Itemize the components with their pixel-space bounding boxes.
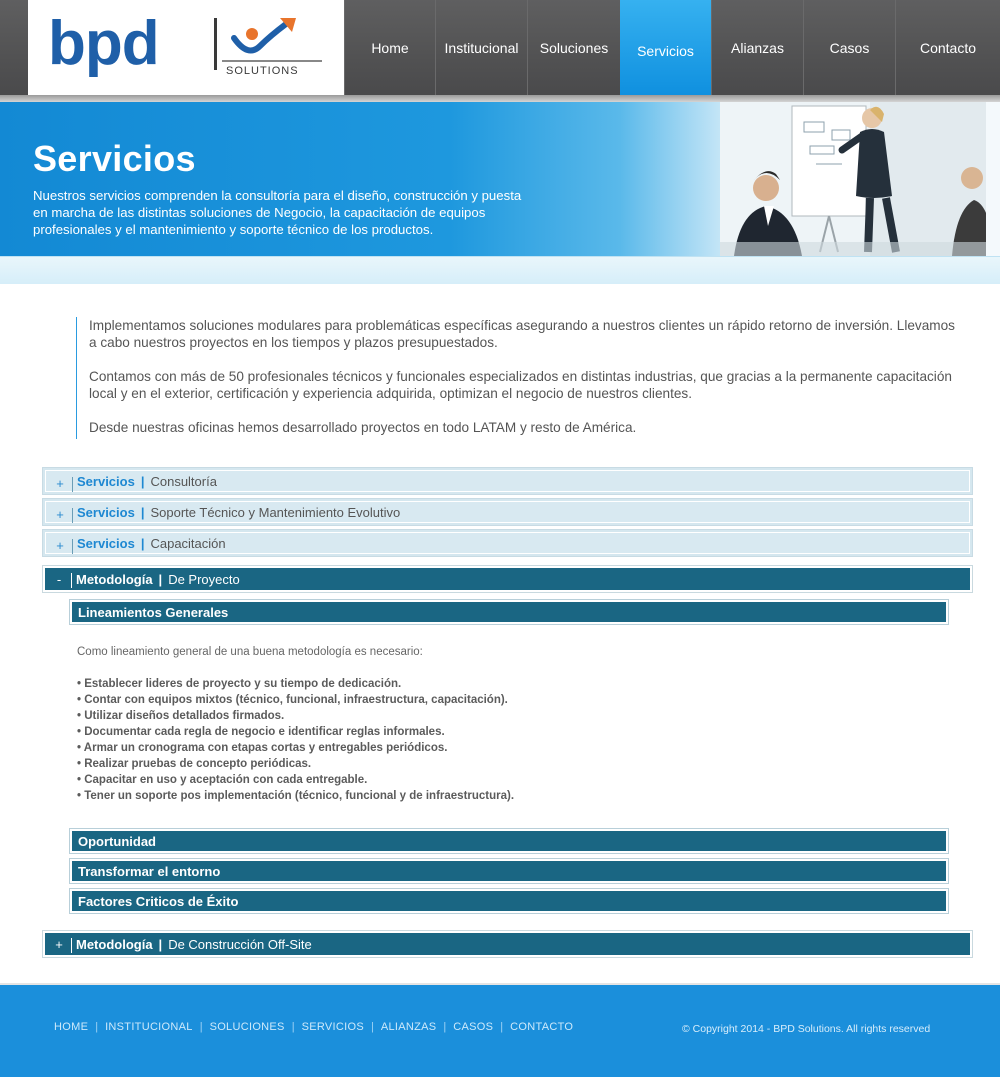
accordion-header xyxy=(45,933,970,955)
intro-paragraph: Implementamos soluciones modulares para problemáticas específicas asegurando a nuestros clientes un rápido retorno de inversión. Llevamos a cabo nuestros proyectos en los tiempos y plazos presupuestados. xyxy=(89,318,955,350)
section-title: Lineamientos Generales xyxy=(72,602,946,622)
footer-separator: | xyxy=(199,1021,203,1033)
accordion-bar: | xyxy=(158,936,163,952)
accordion-servicios-soporte[interactable] xyxy=(42,498,973,526)
page-title: Servicios xyxy=(33,138,196,179)
footer-link-home[interactable]: HOME xyxy=(54,1021,89,1033)
footer-link-casos[interactable]: CASOS xyxy=(453,1021,494,1033)
business-meeting-image xyxy=(720,102,986,256)
intro-paragraph: Desde nuestras oficinas hemos desarrollado proyectos en todo LATAM y resto de América. xyxy=(89,420,637,435)
section-oportunidad[interactable] xyxy=(69,828,949,854)
list-item: • Tener un soporte pos implementación (técnico, funcional y de infraestructura). xyxy=(77,790,515,802)
footer-separator: | xyxy=(500,1021,504,1033)
footer-link-contacto[interactable]: CONTACTO xyxy=(510,1021,574,1033)
nav-casos[interactable]: Casos xyxy=(803,0,895,95)
expand-icon: + xyxy=(56,538,64,553)
accordion-bar: | xyxy=(140,504,145,520)
accordion-bar: | xyxy=(140,535,145,551)
footer-separator: | xyxy=(95,1021,99,1033)
list-item: • Contar con equipos mixtos (técnico, funcional, infraestructura, capacitación). xyxy=(77,694,508,706)
nav-contacto[interactable]: Contacto xyxy=(895,0,1000,95)
list-item: • Utilizar diseños detallados firmados. xyxy=(77,710,285,722)
hero-banner xyxy=(0,102,1000,256)
accordion-category: Metodología xyxy=(76,571,153,587)
accordion-title: De Construcción Off-Site xyxy=(168,936,312,952)
accordion-servicios-consultoria[interactable] xyxy=(42,467,973,495)
section-factores-criticos[interactable] xyxy=(69,888,949,914)
accordion-header xyxy=(45,470,970,492)
banner-strip xyxy=(0,256,1000,284)
footer-separator: | xyxy=(291,1021,295,1033)
divider xyxy=(72,539,73,554)
list-item: • Documentar cada regla de negocio e identificar reglas informales. xyxy=(77,726,445,738)
collapse-icon: - xyxy=(56,572,62,587)
footer-nav xyxy=(54,1021,573,1033)
expand-icon: + xyxy=(56,476,64,491)
accordion-title: Soporte Técnico y Mantenimiento Evolutivo xyxy=(150,504,401,520)
logo-brand-text: bpd xyxy=(48,12,159,78)
footer-link-institucional[interactable]: INSTITUCIONAL xyxy=(105,1021,193,1033)
accordion-title: Capacitación xyxy=(150,535,226,551)
accordion-metodologia-offsite[interactable] xyxy=(42,930,973,958)
expand-icon: + xyxy=(56,507,64,522)
divider xyxy=(71,938,72,953)
divider xyxy=(72,508,73,523)
accordion-header xyxy=(45,501,970,523)
accordion-bar: | xyxy=(140,473,145,489)
nav-servicios[interactable]: Servicios xyxy=(620,0,711,101)
accordion-title: De Proyecto xyxy=(168,571,240,587)
section-transformar-entorno[interactable] xyxy=(69,858,949,884)
accordion-category: Metodología xyxy=(76,936,153,952)
site-footer xyxy=(0,985,1000,1077)
methodology-list xyxy=(77,676,937,804)
header-divider xyxy=(0,95,1000,102)
accordion-category: Servicios xyxy=(77,535,135,551)
list-item: • Capacitar en uso y aceptación con cada entregable. xyxy=(77,774,368,786)
section-title: Oportunidad xyxy=(72,831,946,851)
divider xyxy=(72,477,73,492)
main-nav xyxy=(344,0,1000,95)
accordion-servicios-capacitacion[interactable] xyxy=(42,529,973,557)
footer-separator: | xyxy=(443,1021,447,1033)
accordion-category: Servicios xyxy=(77,473,135,489)
section-title: Transformar el entorno xyxy=(72,861,946,881)
copyright-text: © Copyright 2014 - BPD Solutions. All rights reserved xyxy=(682,1023,931,1035)
list-item: • Realizar pruebas de concepto periódicas. xyxy=(77,758,312,770)
section-lineamientos-generales[interactable] xyxy=(69,599,949,625)
section-title: Factores Criticos de Éxito xyxy=(72,891,946,911)
footer-link-soluciones[interactable]: SOLUCIONES xyxy=(209,1021,285,1033)
intro-text xyxy=(76,317,956,439)
list-item: • Establecer lideres de proyecto y su tiempo de dedicación. xyxy=(77,678,402,690)
accordion-header xyxy=(45,532,970,554)
accordion-category: Servicios xyxy=(77,504,135,520)
footer-link-servicios[interactable]: SERVICIOS xyxy=(301,1021,364,1033)
accordion-metodologia-proyecto[interactable] xyxy=(42,565,973,593)
bpd-logo-icon xyxy=(48,12,328,84)
nav-institucional[interactable]: Institucional xyxy=(435,0,527,95)
intro-paragraph: Contamos con más de 50 profesionales técnicos y funcionales especializados en distintas industrias, que gracias a la permanente capacitación local y en el exterior, certificación y experiencia adquirida, optimizan el negocio de nuestros clientes. xyxy=(89,369,952,401)
nav-soluciones[interactable]: Soluciones xyxy=(527,0,620,95)
accordion-header xyxy=(45,568,970,590)
methodology-lead: Como lineamiento general de una buena metodología es necesario: xyxy=(77,646,423,658)
divider xyxy=(71,573,72,588)
expand-icon: + xyxy=(55,937,63,952)
accordion-title: Consultoría xyxy=(150,473,217,489)
footer-separator: | xyxy=(370,1021,374,1033)
footer-link-alianzas[interactable]: ALIANZAS xyxy=(380,1021,437,1033)
methodology-content xyxy=(77,644,937,804)
list-item: • Armar un cronograma con etapas cortas y entregables periódicos. xyxy=(77,742,448,754)
nav-alianzas[interactable]: Alianzas xyxy=(711,0,803,95)
banner-description: Nuestros servicios comprenden la consultoría para el diseño, construcción y puesta en marcha de las distintas soluciones de Negocio, la capacitación de equipos profesionales y el mantenimiento y soporte técnico de los productos. xyxy=(33,188,522,237)
nav-home[interactable]: Home xyxy=(344,0,435,95)
accordion-bar: | xyxy=(158,571,163,587)
logo[interactable] xyxy=(28,0,344,95)
site-header xyxy=(0,0,1000,102)
logo-tagline-text: SOLUTIONS xyxy=(226,65,299,77)
